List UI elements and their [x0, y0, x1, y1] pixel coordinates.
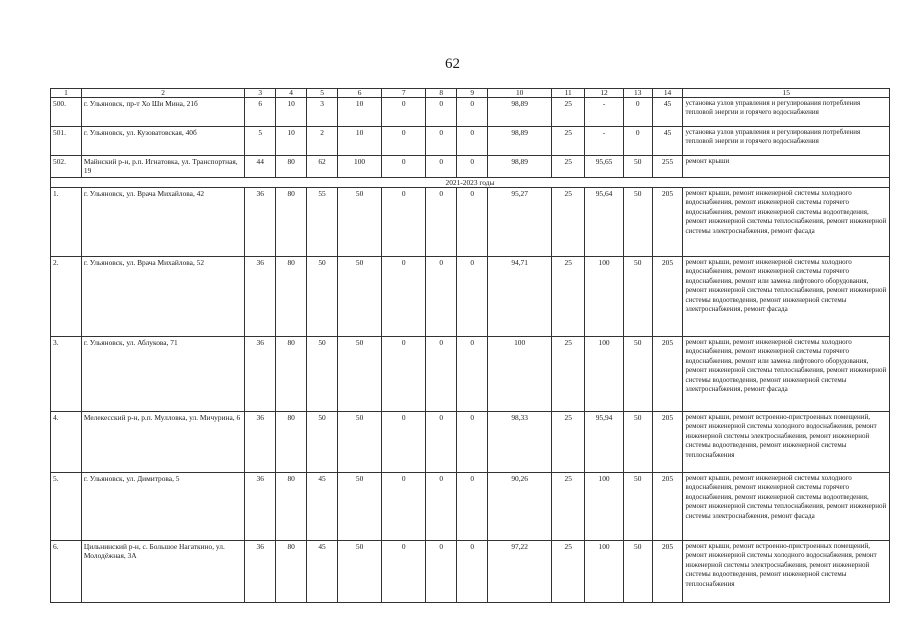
table-row	[51, 412, 890, 473]
header-row	[51, 89, 890, 98]
col4-cell: 80	[276, 473, 307, 541]
works-cell: ремонт крыши, ремонт встроенно-пристроенных помещений, ремонт инженерной системы холодного водоснабжения, ремонт инженерной системы электроснабжения, ремонт инженерной системы водоотведения, ремонт инженерной системы теплоснабжения	[683, 541, 890, 603]
col5-cell: 50	[307, 337, 338, 412]
row-number-cell: 5.	[51, 473, 82, 541]
row-number-cell: 4.	[51, 412, 82, 473]
col9-cell: 0	[457, 412, 488, 473]
col11-cell: 25	[552, 98, 585, 127]
col7-cell: 0	[382, 98, 426, 127]
col13-cell: 50	[623, 257, 652, 337]
col5-cell: 2	[307, 127, 338, 156]
col8-cell: 0	[426, 98, 457, 127]
works-cell: установка узлов управления и регулирования потребления тепловой энергии и горячего водоснабжения	[683, 127, 890, 156]
col12-cell: 95,94	[585, 412, 624, 473]
col14-cell: 205	[652, 257, 683, 337]
col11-cell: 25	[552, 473, 585, 541]
address-cell: г. Ульяновск, пр-т Хо Ши Мина, 21б	[81, 98, 244, 127]
col8-cell: 0	[426, 188, 457, 257]
works-cell: ремонт крыши	[683, 156, 890, 178]
section-row	[51, 178, 890, 188]
table-row	[51, 156, 890, 178]
col8-cell: 0	[426, 127, 457, 156]
col4-cell: 80	[276, 156, 307, 178]
address-cell: Майнский р-н, р.п. Игнатовка, ул. Транспортная, 19	[81, 156, 244, 178]
col13-cell: 50	[623, 412, 652, 473]
col5-cell: 62	[307, 156, 338, 178]
col12-cell: -	[585, 127, 624, 156]
col13-cell: 50	[623, 473, 652, 541]
row-number-cell: 502.	[51, 156, 82, 178]
works-cell: установка узлов управления и регулирования потребления тепловой энергии и горячего водоснабжения	[683, 98, 890, 127]
col3-cell: 5	[245, 127, 276, 156]
col11-cell: 25	[552, 188, 585, 257]
col9-cell: 0	[457, 337, 488, 412]
col12-cell: 100	[585, 257, 624, 337]
col14-cell: 45	[652, 98, 683, 127]
table-row	[51, 337, 890, 412]
col8-cell: 0	[426, 541, 457, 603]
col8-cell: 0	[426, 337, 457, 412]
col3-cell: 36	[245, 257, 276, 337]
row-number-cell: 501.	[51, 127, 82, 156]
col5-cell: 45	[307, 541, 338, 603]
col10-cell: 97,22	[488, 541, 552, 603]
row-number-cell: 1.	[51, 188, 82, 257]
col7-cell: 0	[382, 541, 426, 603]
col6-cell: 100	[338, 156, 382, 178]
row-number-cell: 500.	[51, 98, 82, 127]
works-cell: ремонт крыши, ремонт инженерной системы холодного водоснабжения, ремонт инженерной системы горячего водоснабжения, ремонт или замена лифтового оборудования, ремонт инженерной системы теплоснабжения, ремонт инженерной системы водоотведения, ремонт инженерной системы электроснабжения, ремонт фасада	[683, 337, 890, 412]
col5-cell: 45	[307, 473, 338, 541]
col14-cell: 205	[652, 541, 683, 603]
col12-cell: 95,64	[585, 188, 624, 257]
col9-cell: 0	[457, 541, 488, 603]
header-cell: 11	[552, 89, 585, 98]
col5-cell: 50	[307, 257, 338, 337]
col14-cell: 205	[652, 188, 683, 257]
address-cell: г. Ульяновск, ул. Врача Михайлова, 42	[81, 188, 244, 257]
col4-cell: 80	[276, 337, 307, 412]
col4-cell: 10	[276, 127, 307, 156]
header-cell: 5	[307, 89, 338, 98]
col14-cell: 205	[652, 473, 683, 541]
ratings-table	[50, 88, 890, 603]
col9-cell: 0	[457, 127, 488, 156]
col5-cell: 3	[307, 98, 338, 127]
col12-cell: 100	[585, 541, 624, 603]
header-cell: 7	[382, 89, 426, 98]
col7-cell: 0	[382, 473, 426, 541]
table-row	[51, 541, 890, 603]
col3-cell: 44	[245, 156, 276, 178]
col3-cell: 36	[245, 541, 276, 603]
address-cell: г. Ульяновск, ул. Врача Михайлова, 52	[81, 257, 244, 337]
col4-cell: 80	[276, 412, 307, 473]
col9-cell: 0	[457, 473, 488, 541]
header-cell: 12	[585, 89, 624, 98]
works-cell: ремонт крыши, ремонт инженерной системы холодного водоснабжения, ремонт инженерной системы горячего водоснабжения, ремонт или замена лифтового оборудования, ремонт инженерной системы теплоснабжения, ремонт инженерной системы водоотведения, ремонт инженерной системы электроснабжения, ремонт фасада	[683, 257, 890, 337]
col9-cell: 0	[457, 257, 488, 337]
col7-cell: 0	[382, 257, 426, 337]
col14-cell: 205	[652, 337, 683, 412]
col12-cell: 100	[585, 473, 624, 541]
col8-cell: 0	[426, 412, 457, 473]
works-cell: ремонт крыши, ремонт инженерной системы холодного водоснабжения, ремонт инженерной системы горячего водоснабжения, ремонт инженерной системы водоотведения, ремонт инженерной системы теплоснабжения, ремонт инженерной системы электроснабжения, ремонт фасада	[683, 473, 890, 541]
address-cell: г. Ульяновск, ул. Кузоватовская, 40б	[81, 127, 244, 156]
col11-cell: 25	[552, 127, 585, 156]
col11-cell: 25	[552, 541, 585, 603]
col4-cell: 80	[276, 541, 307, 603]
col13-cell: 0	[623, 127, 652, 156]
col5-cell: 50	[307, 412, 338, 473]
col11-cell: 25	[552, 337, 585, 412]
col10-cell: 98,33	[488, 412, 552, 473]
col10-cell: 98,89	[488, 156, 552, 178]
col3-cell: 36	[245, 473, 276, 541]
table-row	[51, 188, 890, 257]
header-cell: 13	[623, 89, 652, 98]
col4-cell: 10	[276, 98, 307, 127]
col10-cell: 94,71	[488, 257, 552, 337]
col8-cell: 0	[426, 156, 457, 178]
table-row	[51, 473, 890, 541]
header-cell: 8	[426, 89, 457, 98]
col8-cell: 0	[426, 257, 457, 337]
col10-cell: 95,27	[488, 188, 552, 257]
table-row	[51, 98, 890, 127]
col7-cell: 0	[382, 127, 426, 156]
works-cell: ремонт крыши, ремонт инженерной системы холодного водоснабжения, ремонт инженерной системы горячего водоснабжения, ремонт инженерной системы водоотведения, ремонт инженерной системы теплоснабжения, ремонт инженерной системы электроснабжения, ремонт фасада	[683, 188, 890, 257]
col10-cell: 98,89	[488, 127, 552, 156]
col6-cell: 50	[338, 541, 382, 603]
col13-cell: 0	[623, 98, 652, 127]
col9-cell: 0	[457, 188, 488, 257]
col7-cell: 0	[382, 156, 426, 178]
col6-cell: 50	[338, 188, 382, 257]
row-number-cell: 2.	[51, 257, 82, 337]
col3-cell: 36	[245, 188, 276, 257]
col13-cell: 50	[623, 541, 652, 603]
address-cell: Мелекесский р-н, р.п. Мулловка, ул. Мичурина, 6	[81, 412, 244, 473]
section-title: 2021-2023 годы	[51, 178, 890, 188]
col7-cell: 0	[382, 188, 426, 257]
header-cell: 10	[488, 89, 552, 98]
col9-cell: 0	[457, 98, 488, 127]
row-number-cell: 6.	[51, 541, 82, 603]
col13-cell: 50	[623, 337, 652, 412]
col10-cell: 100	[488, 337, 552, 412]
col6-cell: 50	[338, 473, 382, 541]
col13-cell: 50	[623, 156, 652, 178]
col6-cell: 50	[338, 412, 382, 473]
col13-cell: 50	[623, 188, 652, 257]
header-cell: 14	[652, 89, 683, 98]
col11-cell: 25	[552, 257, 585, 337]
col7-cell: 0	[382, 412, 426, 473]
col10-cell: 98,89	[488, 98, 552, 127]
col4-cell: 80	[276, 188, 307, 257]
header-cell: 1	[51, 89, 82, 98]
col8-cell: 0	[426, 473, 457, 541]
header-cell: 15	[683, 89, 890, 98]
table-row	[51, 257, 890, 337]
col12-cell: 100	[585, 337, 624, 412]
col6-cell: 10	[338, 98, 382, 127]
header-cell: 9	[457, 89, 488, 98]
page-number: 62	[445, 56, 460, 72]
header-cell: 3	[245, 89, 276, 98]
address-cell: г. Ульяновск, ул. Димитрова, 5	[81, 473, 244, 541]
col7-cell: 0	[382, 337, 426, 412]
header-cell: 6	[338, 89, 382, 98]
col3-cell: 36	[245, 337, 276, 412]
col10-cell: 90,26	[488, 473, 552, 541]
row-number-cell: 3.	[51, 337, 82, 412]
works-cell: ремонт крыши, ремонт встроенно-пристроенных помещений, ремонт инженерной системы холодного водоснабжения, ремонт инженерной системы электроснабжения, ремонт инженерной системы водоотведения, ремонт инженерной системы теплоснабжения	[683, 412, 890, 473]
col5-cell: 55	[307, 188, 338, 257]
table-body	[51, 89, 890, 603]
col11-cell: 25	[552, 156, 585, 178]
col12-cell: -	[585, 98, 624, 127]
address-cell: Цильнинский р-н, с. Большое Нагаткино, ул. Молодёжная, 3А	[81, 541, 244, 603]
col6-cell: 50	[338, 337, 382, 412]
col12-cell: 95,65	[585, 156, 624, 178]
col14-cell: 45	[652, 127, 683, 156]
col14-cell: 255	[652, 156, 683, 178]
col4-cell: 80	[276, 257, 307, 337]
col3-cell: 6	[245, 98, 276, 127]
col11-cell: 25	[552, 412, 585, 473]
address-cell: г. Ульяновск, ул. Аблукова, 71	[81, 337, 244, 412]
table-row	[51, 127, 890, 156]
col6-cell: 10	[338, 127, 382, 156]
col9-cell: 0	[457, 156, 488, 178]
col3-cell: 36	[245, 412, 276, 473]
col6-cell: 50	[338, 257, 382, 337]
header-cell: 4	[276, 89, 307, 98]
col14-cell: 205	[652, 412, 683, 473]
header-cell: 2	[81, 89, 244, 98]
